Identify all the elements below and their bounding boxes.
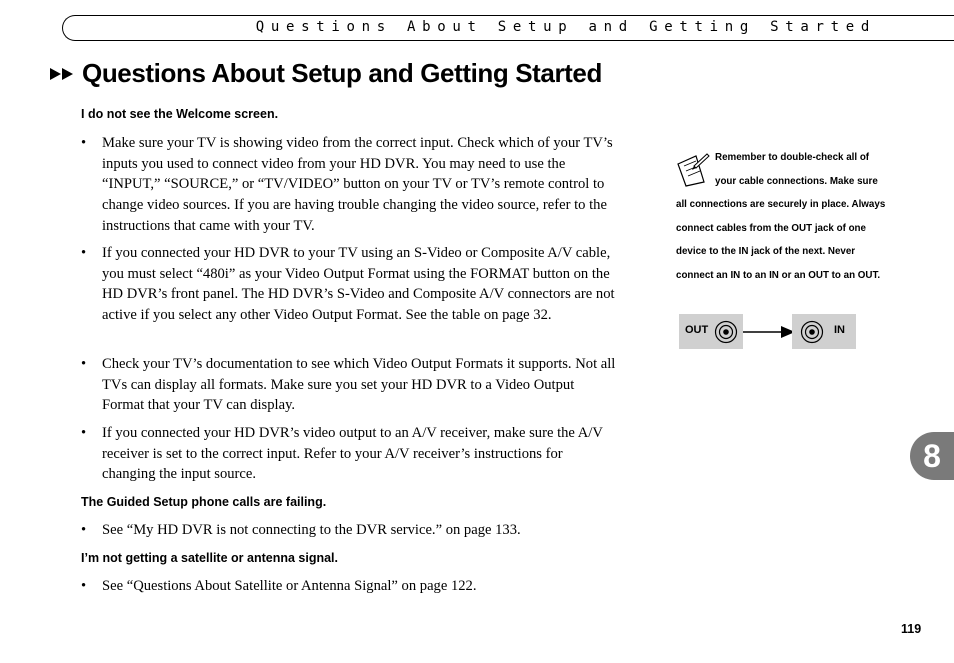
list-item-text: See “My HD DVR is not connecting to the DVR service.” on page 133. xyxy=(102,522,521,538)
list-item xyxy=(81,354,616,416)
list-item-text: If you connected your HD DVR’s video output to an A/V receiver, make sure the A/V receiver is set to the correct input. Refer to your A/V receiver’s instructions for changing the input source. xyxy=(102,425,603,483)
bullet-marker: • xyxy=(81,356,87,372)
bullet-marker: • xyxy=(81,245,87,261)
out-label: OUT xyxy=(685,324,709,336)
bullet-marker: • xyxy=(81,425,87,441)
list-item xyxy=(81,243,616,326)
in-label: IN xyxy=(834,324,845,336)
section-heading: I’m not getting a satellite or antenna signal. xyxy=(81,551,338,565)
list-item xyxy=(81,133,616,237)
list-item xyxy=(81,576,616,597)
section-heading: The Guided Setup phone calls are failing. xyxy=(81,495,327,509)
list-item-text: See “Questions About Satellite or Antenna Signal” on page 122. xyxy=(102,578,477,594)
out-connector-box xyxy=(679,314,743,349)
sidenote-text: Remember to double-check all of your cable connections. Make sure all connections are securely in place. Always connect cables from the OUT jack of one device to the IN jack of the next. Never connect an IN to an IN or an OUT to an OUT. xyxy=(676,152,886,281)
in-connector-box xyxy=(792,314,856,349)
page-number: 119 xyxy=(901,622,922,636)
double-arrow-icon xyxy=(50,68,74,80)
list-item-text: Check your TV’s documentation to see which Video Output Formats it supports. Not all TVs can display all formats. Make sure you set your HD DVR to a Video Output Format that your TV can display. xyxy=(102,356,616,414)
section-heading: I do not see the Welcome screen. xyxy=(81,107,279,121)
bullet-marker: • xyxy=(81,135,87,151)
running-header-title: Questions About Setup and Getting Started xyxy=(255,19,876,35)
arrow-right-icon xyxy=(743,322,795,342)
list-item xyxy=(81,520,616,541)
rca-jack-icon xyxy=(800,320,824,344)
rca-jack-icon xyxy=(714,320,738,344)
sidenote xyxy=(676,146,891,288)
list-item-text: If you connected your HD DVR to your TV using an S-Video or Composite A/V cable, you must select “480i” as your Video Output Format using the FORMAT button on the HD DVR’s front panel. The HD DVR’s S-Video and Composite A/V connectors are not active if you select any other Video Output Format. See the table on page 32. xyxy=(102,245,615,324)
page-title: Questions About Setup and Getting Started xyxy=(82,58,602,88)
note-pad-pencil-icon xyxy=(676,152,710,188)
list-item xyxy=(81,423,616,485)
list-item-text: Make sure your TV is showing video from the correct input. Check which of your TV’s inputs you used to connect video from your HD DVR. You may need to use the “INPUT,” “SOURCE,” or “TV/VIDEO” button on your TV or TV’s remote control to change video sources. If you are having trouble changing the video source, refer to the instructions that came with your TV. xyxy=(102,135,613,234)
bullet-marker: • xyxy=(81,578,87,594)
bullet-marker: • xyxy=(81,522,87,538)
chapter-number: 8 xyxy=(923,438,941,474)
